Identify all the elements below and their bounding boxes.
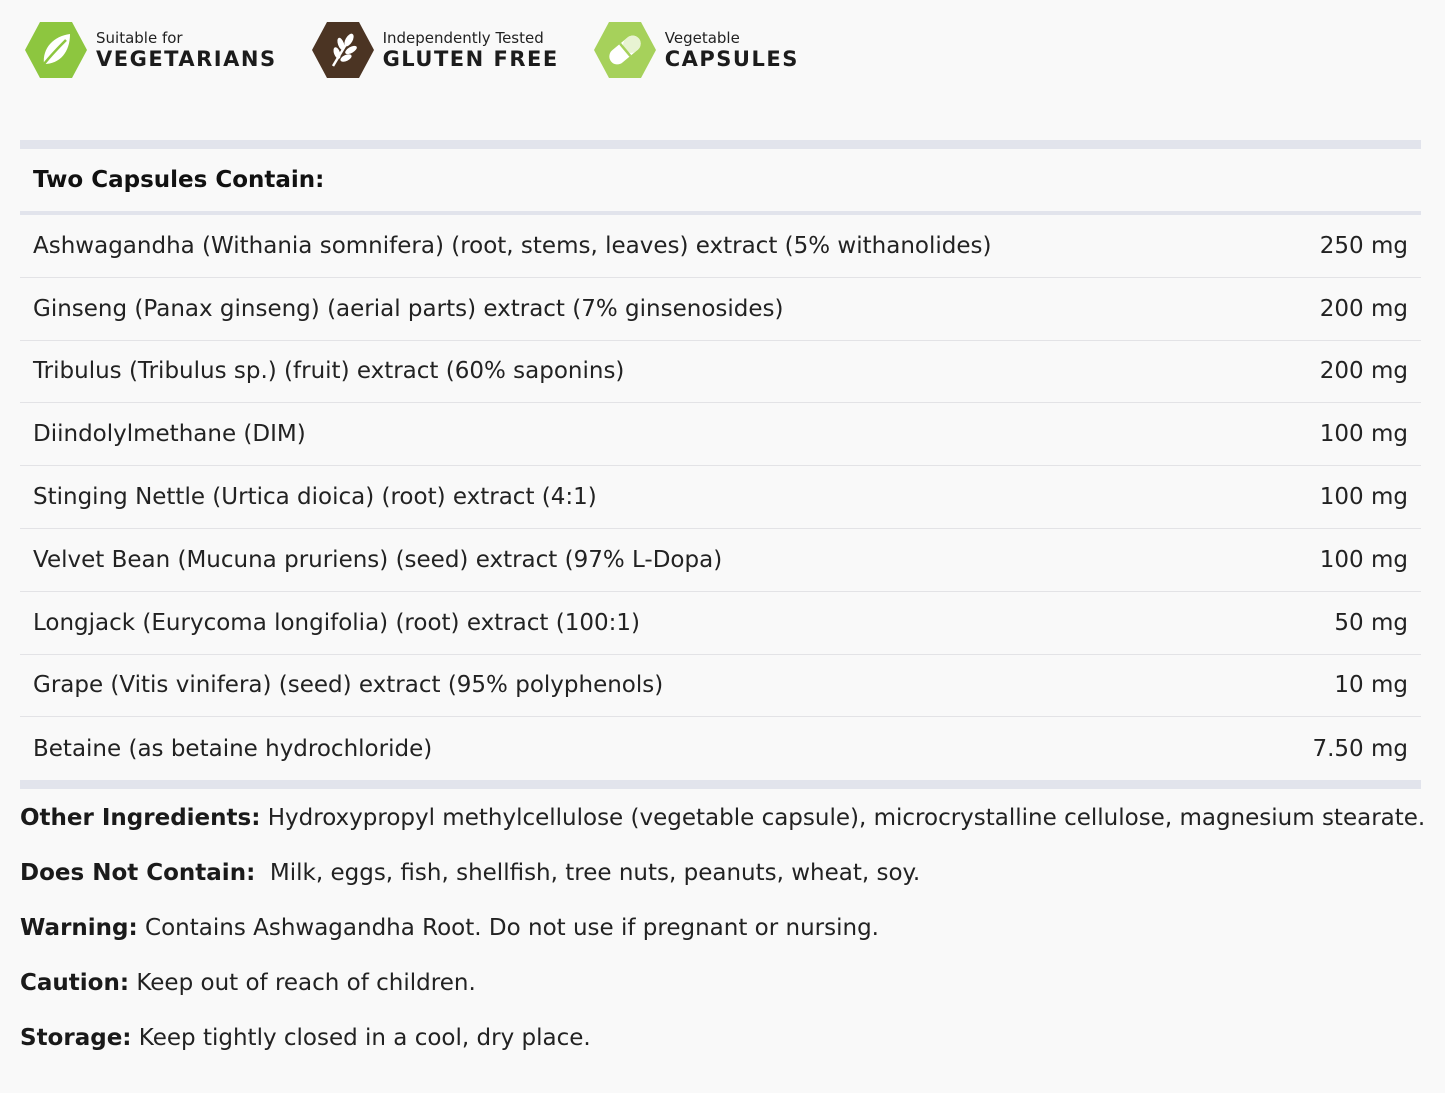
badge-capsules-big: CAPSULES [664,46,799,71]
ingredient-amount: 10 mg [1334,672,1408,699]
ingredient-name: Velvet Bean (Mucuna pruriens) (seed) extract (97% L-Dopa) [33,546,723,573]
storage-note [20,1020,1425,1075]
ingredient-name: Betaine (as betaine hydrochloride) [33,735,433,762]
ingredient-amount: 7.50 mg [1312,735,1408,762]
note-text: Milk, eggs, fish, shellfish, tree nuts, peanuts, wheat, soy. [255,860,921,886]
does-not-contain-note [20,855,1425,910]
note-text: Keep out of reach of children. [129,970,476,996]
table-row [20,341,1421,404]
badge-gluten-free-big: GLUTEN FREE [382,46,559,71]
badge-gluten-free [311,20,559,80]
ingredient-amount: 100 mg [1319,546,1408,573]
table-row [20,403,1421,466]
note-label: Caution: [20,970,130,996]
ingredient-amount: 250 mg [1319,232,1408,259]
ingredient-name: Longjack (Eurycoma longifolia) (root) extract (100:1) [33,609,640,636]
label-notes [20,800,1425,1075]
note-label: Warning: [20,915,138,941]
capsule-icon [593,20,657,80]
badge-vegetarians [24,20,277,80]
table-row [20,717,1421,780]
ingredient-name: Ashwagandha (Withania somnifera) (root, stems, leaves) extract (5% withanolides) [33,232,992,259]
note-text: Contains Ashwagandha Root. Do not use if pregnant or nursing. [137,915,879,941]
caution-note [20,965,1425,1020]
ingredient-amount: 100 mg [1319,421,1408,448]
table-row [20,466,1421,529]
note-text: Keep tightly closed in a cool, dry place. [131,1025,591,1051]
table-row [20,215,1421,278]
note-label: Storage: [20,1025,132,1051]
badge-vegetarians-big: VEGETARIANS [96,46,277,71]
note-text: Hydroxypropyl methylcellulose (vegetable capsule), microcrystalline cellulose, magnesium stearate. [260,805,1426,831]
leaf-icon [24,20,88,80]
warning-note [20,910,1425,965]
note-label: Does Not Contain: [20,860,256,886]
badge-capsules-small: Vegetable [664,28,740,47]
table-row [20,655,1421,718]
badge-gluten-free-small: Independently Tested [382,28,544,47]
ingredient-name: Stinging Nettle (Urtica dioica) (root) extract (4:1) [33,484,597,511]
ingredient-amount: 200 mg [1319,295,1408,322]
facts-header: Two Capsules Contain: [20,149,1421,215]
wheat-icon [311,20,375,80]
ingredient-name: Grape (Vitis vinifera) (seed) extract (95% polyphenols) [33,672,664,699]
badge-bar [24,20,833,80]
ingredient-name: Tribulus (Tribulus sp.) (fruit) extract (60% saponins) [33,358,625,385]
badge-vegetarians-small: Suitable for [96,28,183,47]
table-row [20,278,1421,341]
ingredient-name: Diindolylmethane (DIM) [33,421,306,448]
badge-capsules [593,20,799,80]
ingredient-amount: 100 mg [1319,484,1408,511]
ingredient-name: Ginseng (Panax ginseng) (aerial parts) extract (7% ginsenosides) [33,295,784,322]
supplement-facts-table [20,140,1421,789]
table-row [20,529,1421,592]
ingredient-amount: 50 mg [1334,609,1408,636]
note-label: Other Ingredients: [20,805,261,831]
other-ingredients-note [20,800,1425,855]
ingredient-amount: 200 mg [1319,358,1408,385]
table-row [20,592,1421,655]
